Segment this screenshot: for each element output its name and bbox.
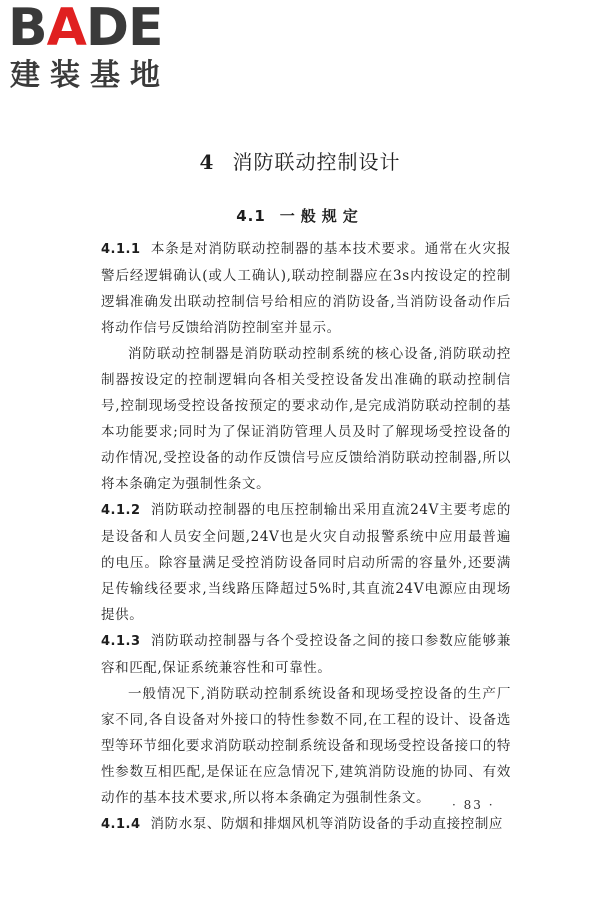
section-name: 一般规定 xyxy=(279,207,364,225)
clause-text: 消防联动控制器的电压控制输出采用直流24V主要考虑的是设备和人员安全问题,24V也是火灾自动报警系统中应用最普遍的电压。除容量满足受控消防设备同时启动所需的容量外,还要满足传输线径要求,当线路压降超过5%时,其直流24V电源应由现场提供。 xyxy=(101,502,511,623)
clause-4-1-4 xyxy=(101,811,511,838)
section-number: 4.1 xyxy=(236,207,266,225)
chapter-number: 4 xyxy=(199,150,215,174)
chapter-title xyxy=(0,148,600,176)
clause-4-1-1-explanation: 消防联动控制器是消防联动控制系统的核心设备,消防联动控制器按设定的控制逻辑向各相关受控设备发出准确的联动控制信号,控制现场受控设备按预定的要求动作,是完成消防联动控制的基本功能要求;同时为了保证消防管理人员及时了解现场受控设备的动作情况,受控设备的动作反馈信号应反馈给消防联动控制器,所以将本条确定为强制性条文。 xyxy=(101,346,511,492)
clause-number: 4.1.1 xyxy=(101,242,141,257)
logo-letter-b: B xyxy=(8,0,47,58)
clause-4-1-1 xyxy=(101,236,511,341)
clause-4-1-3-explanation: 一般情况下,消防联动控制系统设备和现场受控设备的生产厂家不同,各自设备对外接口的特性参数不同,在工程的设计、设备选型等环节细化要求消防联动控制系统设备和现场受控设备接口的特性参数互相匹配,是保证在应急情况下,建筑消防设施的协同、有效动作的基本技术要求,所以将本条确定为强制性条文。 xyxy=(101,686,511,806)
body-text xyxy=(101,236,511,838)
clause-4-1-3 xyxy=(101,628,511,681)
clause-number: 4.1.4 xyxy=(101,817,141,832)
clause-text: 本条是对消防联动控制器的基本技术要求。通常在火灾报警后经逻辑确认(或人工确认),联动控制器应在3s内按设定的控制逻辑准确发出联动控制信号给相应的消防设备,当消防设备动作后将动作信号反馈给消防控制室并显示。 xyxy=(101,241,511,336)
clause-text: 消防联动控制器与各个受控设备之间的接口参数应能够兼容和匹配,保证系统兼容性和可靠性。 xyxy=(101,633,511,676)
chapter-name: 消防联动控制设计 xyxy=(232,150,401,174)
logo-subtitle: 建装基地 xyxy=(10,58,170,93)
clause-4-1-2 xyxy=(101,497,511,628)
bade-logo xyxy=(8,0,178,104)
page-number: · 83 · xyxy=(452,798,495,812)
logo-letters-de: DE xyxy=(85,0,163,58)
clause-number: 4.1.2 xyxy=(101,503,141,518)
section-title xyxy=(0,205,600,227)
clause-text: 消防水泵、防烟和排烟风机等消防设备的手动直接控制应 xyxy=(150,816,504,832)
logo-wordmark xyxy=(8,0,163,58)
logo-letter-a-accent: A xyxy=(46,0,86,58)
clause-number: 4.1.3 xyxy=(101,634,141,649)
